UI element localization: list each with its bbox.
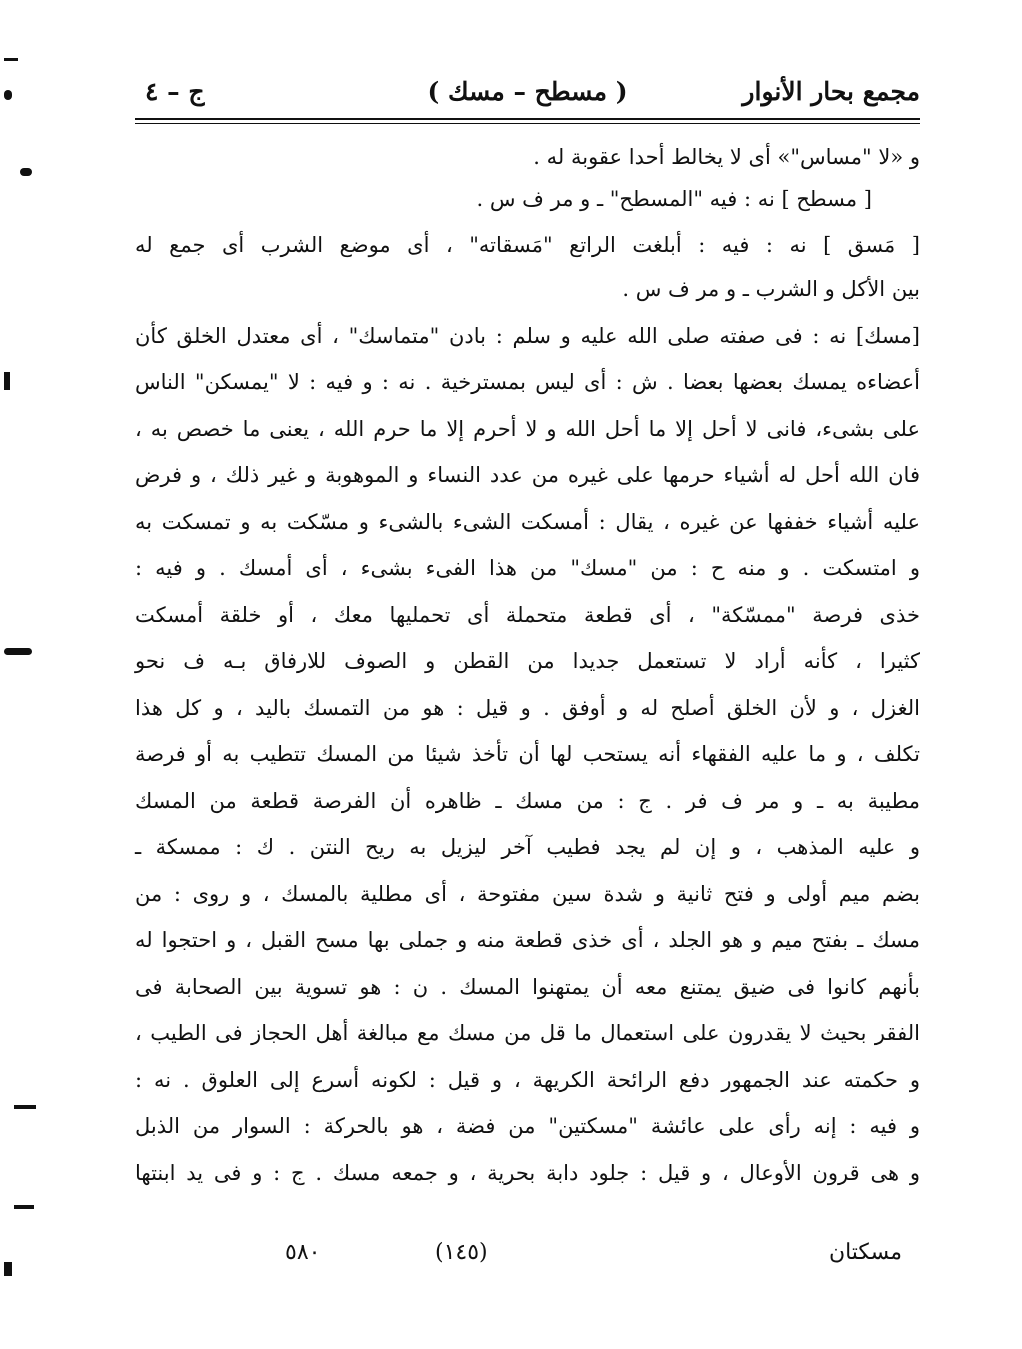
text-line: تكلف ، و ما عليه الفقهاء أنه يستحب لها أن تأخذ شيئا من المسك تتطيب به أو فرصة (135, 742, 920, 766)
text-line: و حكمته عند الجمهور دفع الرائحة الكريهة ، و قيل : لكونه أسرع إلى العلوق . نه : (135, 1068, 920, 1092)
text-line: و هى قرون الأوعال ، و قيل : جلود دابة بحرية ، و جمعه مسك . ج : و فى يد ابنتها (135, 1161, 920, 1185)
text-line: الغزل ، و لأن الخلق أصلح له و أوفق . و قيل : هو من التمسك باليد ، و كل هذا (135, 696, 920, 720)
entry-range: ( مسطح – مسك ) (427, 77, 628, 106)
text-line: [ مسطح ] نه : فيه "المسطح" ـ و مر ف س . (476, 187, 872, 211)
text-line: و فيه : إنه رأى على عائشة "مسكتين" من فضة ، هو بالحركة : السوار من الذبل (135, 1114, 920, 1138)
text-line: بين الأكل و الشرب ـ و مر ف س . (622, 277, 920, 301)
margin-mark (4, 648, 32, 655)
text-line: و عليه المذهب ، و إن لم يجد فطيب آخر ليزيل به ريح النتن . ك : ممسكة ـ (135, 835, 920, 859)
margin-mark (4, 372, 10, 390)
text-line: [ مَسق ] نه : فيه : أبلغت الراتع "مَسقاته" ، أى موضع الشرب أى جمع له (135, 233, 920, 257)
text-line: بضم ميم أولى و فتح ثانية و شدة سين مفتوحة ، أى مطلية بالمسك ، و روى : من (135, 882, 920, 906)
header-rule-thin (135, 123, 920, 124)
header-rule-thick (135, 118, 920, 120)
volume-label: ج – ٤ (145, 77, 205, 106)
text-line: على بشىء، فانى لا أحل إلا ما أحل الله و لا أحرم إلا ما حرم الله ، يعنى ما خصص به ، (135, 417, 920, 441)
margin-mark (4, 58, 18, 61)
margin-mark (4, 90, 12, 100)
text-line: مسك ـ بفتح ميم و هو الجلد ، أى خذى قطعة منه و جملى بها مسح القبل ، و احتجوا له (135, 928, 920, 952)
page-number: ٥٨٠ (285, 1240, 321, 1265)
text-line: خذى فرصة "ممسّكة" ، أى قطعة متحملة أى تحمليها معك ، أو خلقة أمسكت (135, 603, 920, 627)
text-line: عليه أشياء خففها عن غيره ، يقال : أمسكت الشىء بالشىء و مسّكت به و تمسكت به (135, 510, 920, 534)
catchword: مسكتان (828, 1240, 902, 1265)
section-number: (١٤٥) (435, 1240, 488, 1265)
running-header (135, 72, 920, 112)
text-line: و امتسكت . و منه ح : من "مسك" من هذا الفىء بشىء ، أى أمسك . و فيه : (135, 556, 920, 580)
text-line: مطيبة به ـ و مر ف فر . ج : من مسك ـ ظاهره أن الفرصة قطعة من المسك (135, 789, 920, 813)
text-line: فان الله أحل له أشياء حرمها على غيره من عدد النساء و الموهوبة و غير ذلك ، و فرض (135, 463, 920, 487)
text-line: أعضاءه يمسك بعضها بعضا . ش : أى ليس بمسترخية . نه : و فيه : لا "يمسكن" الناس (135, 370, 920, 394)
margin-mark (14, 1105, 36, 1109)
margin-mark (14, 1205, 34, 1209)
text-line: الفقر بحيث لا يقدرون على استعمال ما قل من مسك مع مبالغة أهل الحجاز فى الطيب ، (135, 1021, 920, 1045)
text-line: كثيرا ، كأنه أراد لا تستعمل جديدا من القطن و الصوف للارفاق بـه ف نحو (135, 649, 920, 673)
book-title: مجمع بحار الأنوار (742, 77, 920, 106)
margin-mark (4, 1262, 12, 1276)
text-line: [مسك] نه : فى صفته صلى الله عليه و سلم : بادن "متماسك" ، أى معتدل الخلق كأن (135, 324, 920, 348)
page-footer (135, 1236, 920, 1276)
margin-mark (20, 168, 32, 176)
text-line: بأنهم كانوا فى ضيق يمتنع معه أن يمتهنوا المسك . ن : هو تسوية بين الصحابة فى (135, 975, 920, 999)
text-line: و «لا "مساس"» أى لا يخالط أحدا عقوبة له . (533, 145, 920, 169)
